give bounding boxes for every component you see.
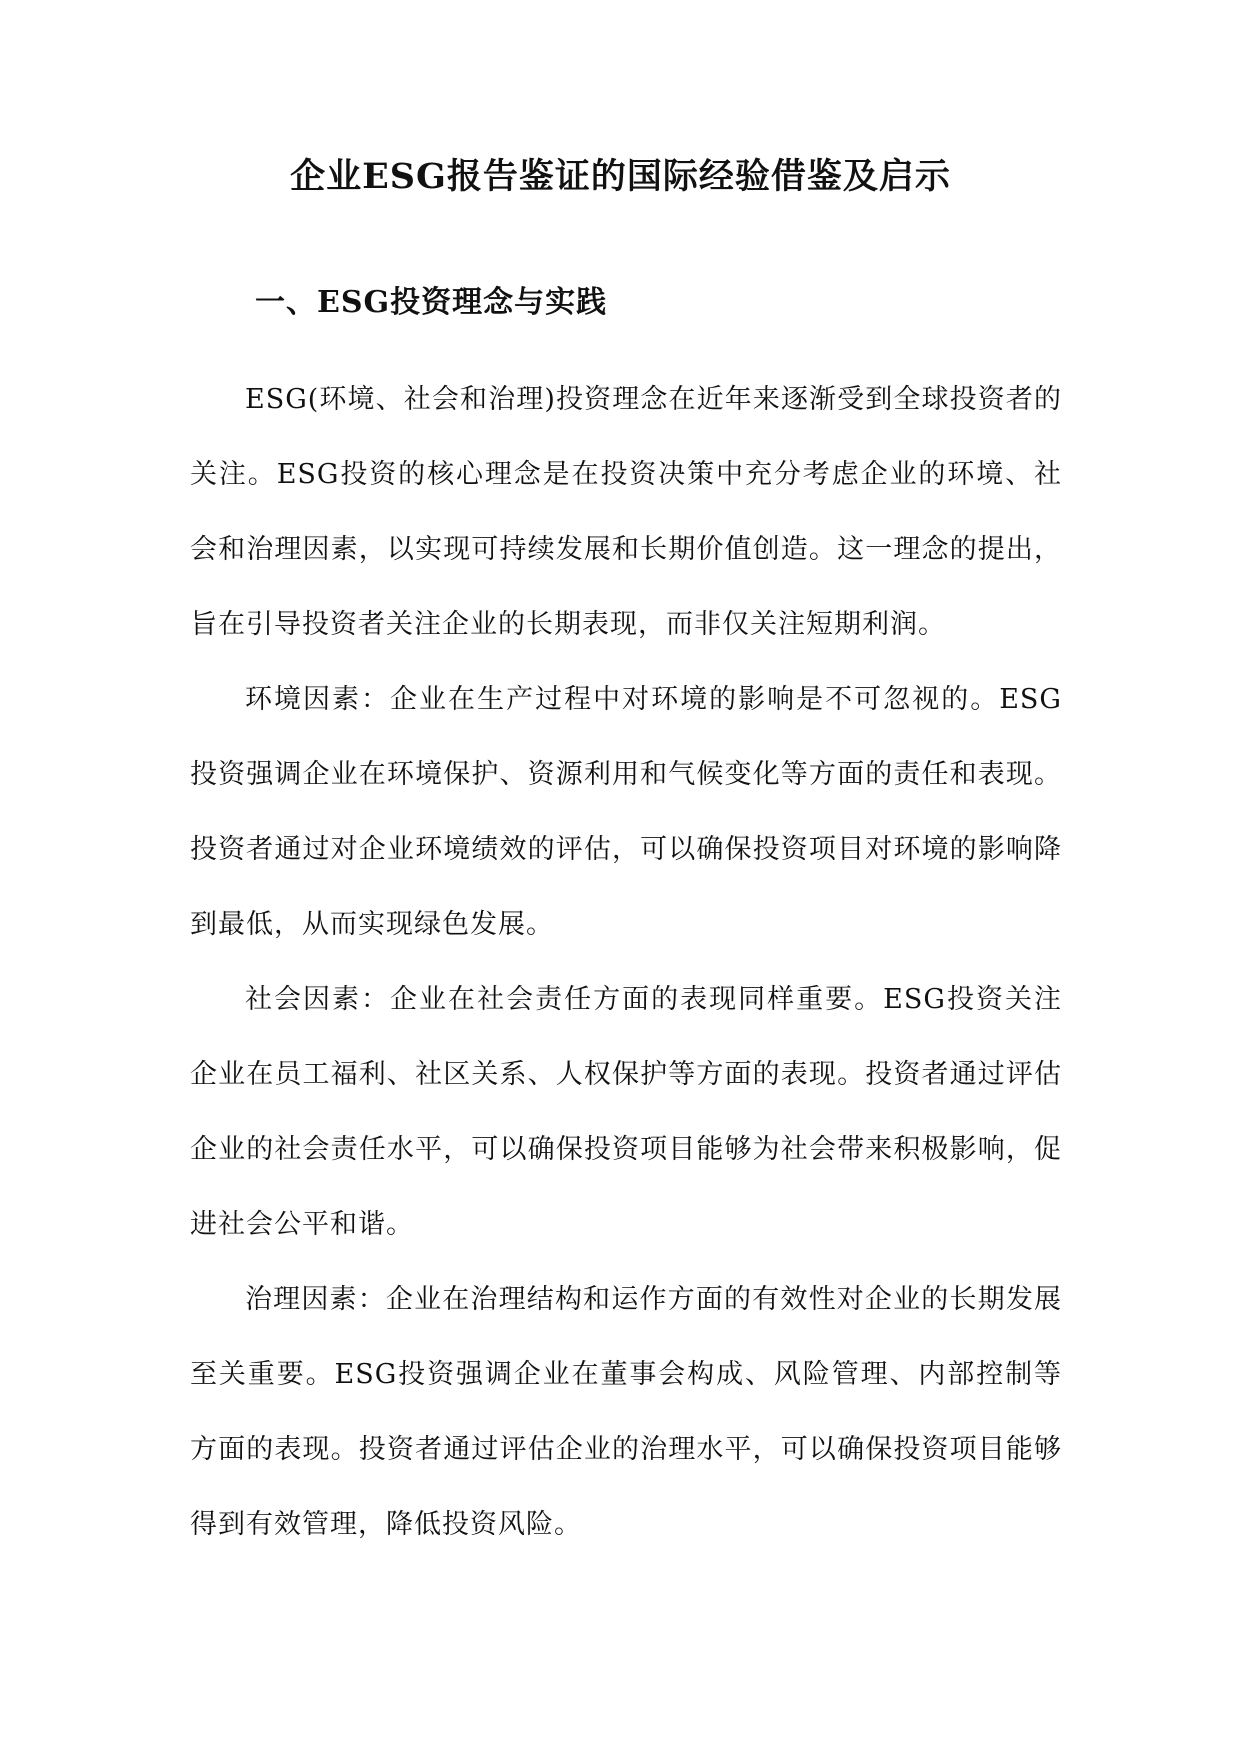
paragraph-esg-overview: ESG(环境、社会和治理)投资理念在近年来逐渐受到全球投资者的关注。ESG投资的核心理念是在投资决策中充分考虑企业的环境、社会和治理因素，以实现可持续发展和长期价值创造。这一理念的提出，旨在引导投资者关注企业的长期表现，而非仅关注短期利润。 [190,384,1062,640]
paragraph-governance: 治理因素：企业在治理结构和运作方面的有效性对企业的长期发展至关重要。ESG投资强调企业在董事会构成、风险管理、内部控制等方面的表现。投资者通过评估企业的治理水平，可以确保投资项目能够得到有效管理，降低投资风险。 [190,1284,1062,1540]
document-title: 企业ESG报告鉴证的国际经验借鉴及启示 [290,156,951,197]
section-heading: 一、ESG投资理念与实践 [255,285,608,320]
section-body [190,362,1062,1562]
paragraph-social: 社会因素：企业在社会责任方面的表现同样重要。ESG投资关注企业在员工福利、社区关系、人权保护等方面的表现。投资者通过评估企业的社会责任水平，可以确保投资项目能够为社会带来积极影响，促进社会公平和谐。 [190,984,1062,1240]
paragraph-environment: 环境因素：企业在生产过程中对环境的影响是不可忽视的。ESG投资强调企业在环境保护、资源利用和气候变化等方面的责任和表现。投资者通过对企业环境绩效的评估，可以确保投资项目对环境的影响降到最低，从而实现绿色发展。 [190,684,1062,940]
